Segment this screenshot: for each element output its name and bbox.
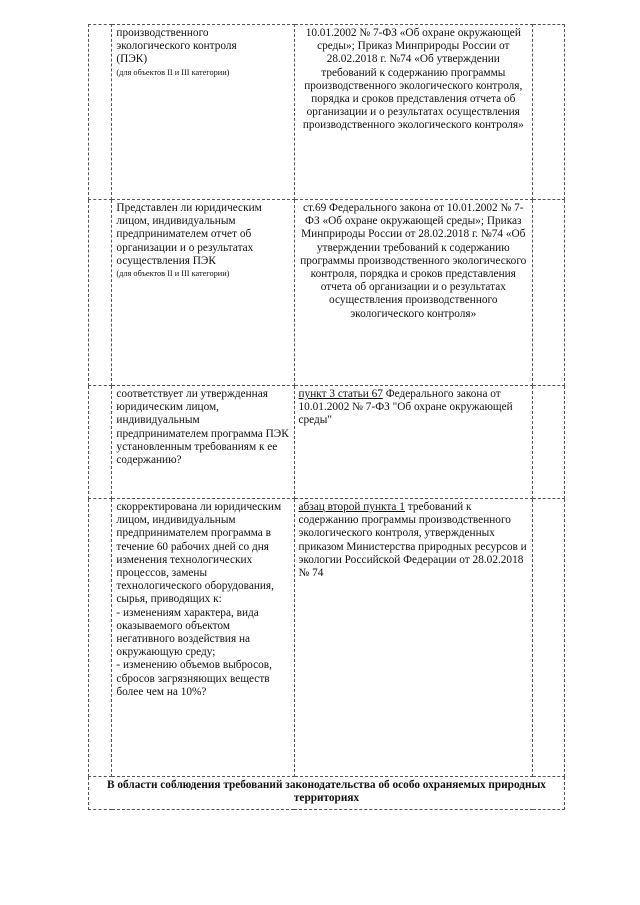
reference-text: 10.01.2002 № 7-ФЗ «Об охране окружающей среды»; Приказ Минприроды России от 28.02.2018 г. №74 «Об утверждении требований к содержанию программы производственного экологического контроля, порядка и сроков представления отчета об организации и о результатах осуществления производственного экологического контроля» <box>302 27 524 132</box>
section-heading: В области соблюдения требований законодательства об особо охраняемых природных территориях <box>89 777 565 810</box>
table-row <box>89 200 565 386</box>
table-row <box>89 25 565 200</box>
question-cell <box>112 499 294 777</box>
answer-cell <box>533 499 565 777</box>
question-line: экологического контроля <box>116 40 237 53</box>
list-item: - изменениям характера, вида оказываемого объектом негативного воздействия на окружающую среду; <box>116 606 259 659</box>
question-cell <box>112 386 294 499</box>
reference-cell <box>294 386 533 499</box>
reference-link[interactable]: абзац второй пункта 1 <box>298 501 405 513</box>
number-cell <box>89 25 112 200</box>
question-text: Представлен ли юридическим лицом, индивидуальным предпринимателем отчет об организации и о результатах осуществления ПЭК <box>116 202 262 267</box>
checklist-table <box>88 24 565 810</box>
number-cell <box>89 200 112 386</box>
reference-text: требований к содержанию программы производственного экологического контроля, утвержденных приказом Министерства природных ресурсов и экологии Российской Федерации от 28.02.2018 № 74 <box>298 501 527 580</box>
section-row <box>89 777 565 810</box>
question-line: производственного <box>116 27 209 39</box>
question-line: (ПЭК) <box>116 53 148 66</box>
answer-cell <box>533 386 565 499</box>
number-cell <box>89 386 112 499</box>
reference-cell <box>294 25 533 200</box>
reference-text: Федерального закона от 10.01.2002 № 7-ФЗ "Об охране окружающей среды" <box>298 388 513 427</box>
reference-cell <box>294 499 533 777</box>
question-cell <box>112 25 294 200</box>
table-row <box>89 386 565 499</box>
question-cell <box>112 200 294 386</box>
reference-link[interactable]: пункт 3 статьи 67 <box>298 388 383 400</box>
reference-cell <box>294 200 533 386</box>
question-text: скорректирована ли юридическим лицом, индивидуальным предпринимателем программа в течение 60 рабочих дней со дня изменения технологических процессов, замены технологического оборудования, сырья, приводящих к: <box>116 501 282 606</box>
category-note: (для объектов II и III категории) <box>116 67 230 77</box>
answer-cell <box>533 25 565 200</box>
table-row <box>89 499 565 777</box>
number-cell <box>89 499 112 777</box>
answer-cell <box>533 200 565 386</box>
list-item: - изменению объемов выбросов, сбросов загрязняющих веществ более чем на 10%? <box>116 659 272 698</box>
reference-text: ст.69 Федерального закона от 10.01.2002 № 7-ФЗ «Об охране окружающей среды»; Приказ Минприроды России от 28.02.2018 г. №74 «Об утверждении требований к содержанию программы производственного экологического контроля, порядка и сроков представления отчета об организации и о результатах осуществления производственного экологического контроля» <box>300 202 527 320</box>
category-note: (для объектов II и III категории) <box>116 269 230 279</box>
question-text: соответствует ли утвержденная юридическим лицом, индивидуальным предпринимателем программа ПЭК установленным требованиям к ее содержанию? <box>116 388 289 467</box>
